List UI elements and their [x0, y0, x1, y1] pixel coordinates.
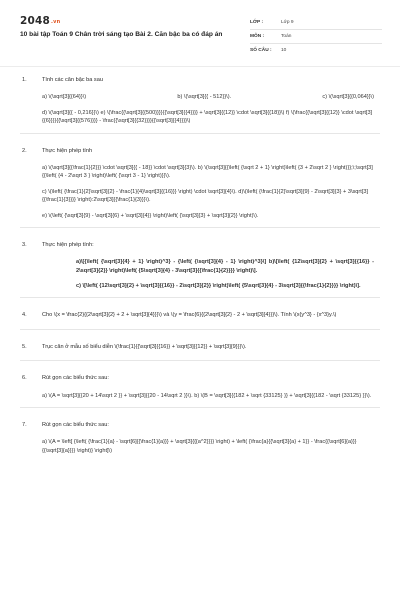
question-divider [20, 329, 380, 330]
header-divider [0, 66, 400, 67]
site-logo[interactable] [20, 14, 60, 30]
question-number: 7. [22, 422, 27, 429]
question-prompt: Cho \(x = \frac{2}{{2\sqrt[3]{2} + 2 + \sqrt[3]{4}}}\) và \(y = \frac{6}{{2\sqrt[3]{2} - 2 + \sqrt[3]{4}}}\). Tính \(x{y^3} - {x^3}y.\) [42, 312, 337, 319]
question-divider [20, 407, 380, 408]
question-item [0, 241, 400, 291]
meta-row-subject [250, 30, 382, 44]
meta-key: LỚP : [250, 19, 264, 25]
question-number: 6. [22, 375, 27, 382]
question-body [42, 392, 374, 400]
page-header [0, 0, 400, 66]
question-number: 1. [22, 77, 27, 83]
question-prompt: Trục căn ở mẫu số biểu diễn \(\frac{1}{{\sqrt[3]{{16}} + \sqrt[3]{{12}} + \sqrt[3]{9}}}\). [42, 343, 247, 350]
question-divider [20, 297, 380, 298]
logo-text: 2048 [20, 15, 51, 27]
question-item [0, 147, 400, 220]
question-number: 2. [22, 147, 27, 154]
question-item [0, 76, 400, 126]
question-list [0, 76, 400, 462]
question-divider [20, 360, 380, 361]
question-prompt: Tính các căn bậc ba sau [42, 77, 103, 83]
question-line: a) \(\sqrt[3]{{\frac{1}{2}}} \cdot \sqrt[3]{{ - 18}} \cdot \sqrt[3]{3}\). b) \(\sqrt[3]{{\left( {\sqrt 2 + 1} \right)\left( {3 + 2\sqrt 2 } \right)}};\;\sqrt[3]{{\left( {4 - 2\sqrt 3 } \right)\left( {\sqrt 3 - 1} \right)}}\). [42, 164, 373, 180]
question-prompt: Rút gọn các biểu thức sau: [42, 375, 109, 382]
meta-value: 10 [281, 48, 287, 54]
question-line: a) \(A = \left[ {\left( {\frac{1}{a} - \sqrt[6]{{\frac{1}{a}}} + \sqrt[3]{{{a^2}}}} \right) + \left( {\frac{a}{{\sqrt[3]{a} + 1}} - \frac{{\sqrt[6]{a}}}{{\sqrt[3]{a}}}} \right)} \right]\) [42, 439, 357, 454]
meta-row-question-count [250, 44, 382, 58]
question-item [0, 421, 400, 455]
meta-key: SỐ CÂU : [250, 48, 272, 54]
question-number: 4. [22, 312, 27, 319]
question-body [42, 93, 374, 125]
part-b: b) \(\sqrt[3]{{ - 512}}\). [177, 94, 232, 101]
question-line: d) \(\sqrt[3]{{ - 0,216}}\) e) \(\frac{{\sqrt[3]{{500}}}}{{\sqrt[3]{{4}}}} + \sqrt[3]{{12}} \cdot \sqrt[3]{{18}}\) f) \(\frac{{\sqrt[3]{{12}} \cdot \sqrt[3]{{6}}}}{{\sqrt[3]{{576}}}} - \frac{{\sqrt[3]{{32}}}}{{\sqrt[3]{{4}}}}\) [42, 109, 373, 125]
question-line: e) \(\left( {\sqrt[3]{9} - \sqrt[3]{6} + \sqrt[3]{4}} \right)\left( {\sqrt[3]{3} + \sqrt[3]{2}} \right)\). [42, 212, 259, 219]
question-number: 5. [22, 343, 27, 350]
part-a: a) \(\sqrt[3]{{64}}\) [42, 94, 87, 101]
question-line: c) \(\left( {\frac{1}{2}\sqrt[3]{2} - \frac{1}{4}\sqrt[3]{{16}}} \right) \cdot \sqrt[3]{4}\). d)\(\left( {\frac{1}{2}\sqrt[3]{9} - 2\sqrt[3]{3} + 3\sqrt[3]{{\frac{1}{3}}}} \right):2\sqrt[3]{{\frac{1}{3}}}\). [42, 188, 369, 204]
question-line: c) \[\left( {12\sqrt[3]{2} + \sqrt[3]{{16}} - 2\sqrt[3]{2}} \right)\left( {5\sqrt[3]{4} - 3\sqrt[3]{{\frac{1}{2}}}} \right)\]. [76, 283, 361, 290]
question-item [0, 374, 400, 400]
meta-key: MÔN : [250, 33, 265, 39]
question-divider [20, 227, 380, 228]
logo-suffix: .vn [51, 19, 61, 25]
question-line: a)\[{\left( {\sqrt[3]{4} + 1} \right)^3} - {\left( {\sqrt[3]{4} - 1} \right)^3}\] b)\[\left( {12\sqrt[3]{2} + \sqrt[3]{{16}} - 2\sqrt[3]{2}} \right)\left( {5\sqrt[3]{4} - 3\sqrt[3]{{\frac{1}{2}}}} \right)\]. [76, 259, 374, 274]
question-body [42, 164, 374, 220]
meta-value: Toán [281, 33, 292, 39]
question-item [0, 343, 400, 351]
question-body [42, 438, 374, 455]
question-prompt: Rút gọn các biểu thức sau: [42, 422, 109, 429]
question-line [42, 93, 374, 101]
question-prompt: Thực hiện phép tính [42, 147, 93, 154]
meta-row-grade [250, 16, 382, 30]
question-number: 3. [22, 241, 27, 248]
meta-value: Lớp 9 [281, 19, 294, 25]
document-meta-table [250, 16, 382, 58]
question-prompt: Thực hiện phép tính: [42, 241, 94, 248]
question-item [0, 311, 400, 319]
part-c: c) \(\sqrt[3]{{0,064}}\) [322, 94, 374, 101]
question-body [42, 258, 374, 290]
question-line: a) \(A = \sqrt[3]{{20 + 14\sqrt 2 }} + \sqrt[3]{{20 - 14\sqrt 2 }}\). b) \(B = \sqrt[3]{{182 + \sqrt {33125} }} + \sqrt[3]{{182 - \sqrt {33125} }}\). [42, 392, 372, 399]
document-title: 10 bài tập Toán 9 Chân trời sáng tạo Bài 2. Căn bậc ba có đáp án [20, 31, 223, 38]
question-divider [20, 133, 380, 134]
